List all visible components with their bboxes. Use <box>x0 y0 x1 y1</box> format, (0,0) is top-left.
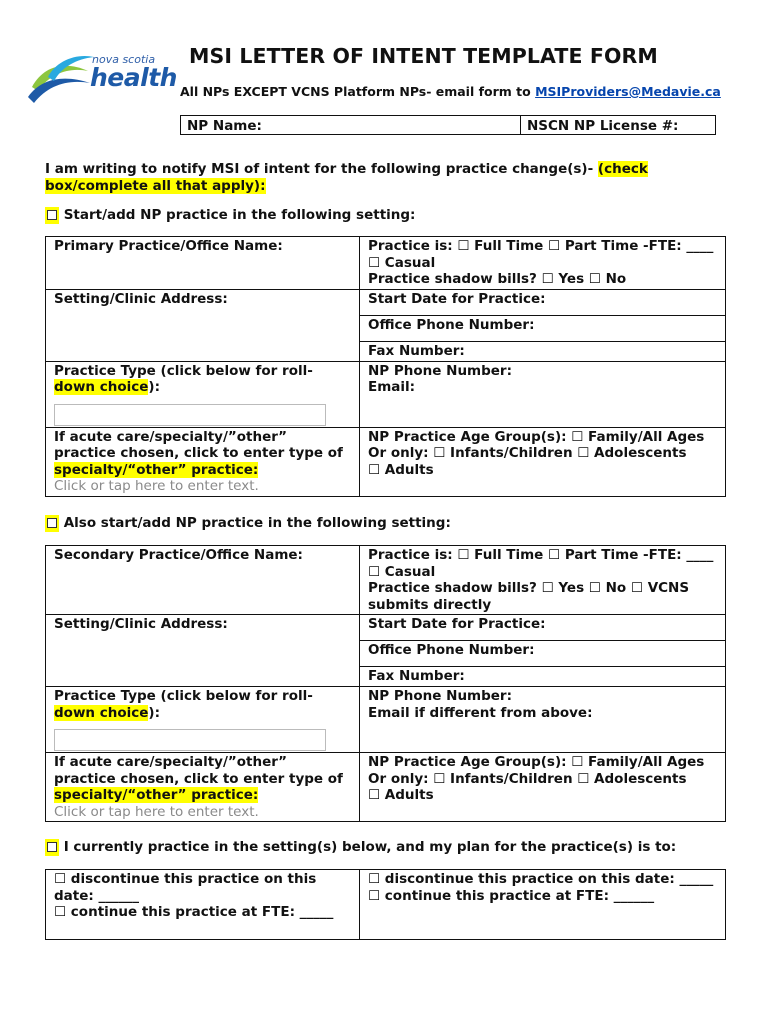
shadow-bills-options-2[interactable]: Practice shadow bills? ☐ Yes ☐ No ☐ VCNS submits directly <box>368 580 690 613</box>
acute-care-highlight-2: specialty/“other” practice: <box>54 787 259 803</box>
practice-type-label-2: Practice Type (click below for roll- <box>54 688 313 704</box>
nova-scotia-health-logo <box>26 47 177 109</box>
section2-checkbox[interactable] <box>47 518 57 528</box>
practice-is-options-2[interactable]: Practice is: ☐ Full Time ☐ Part Time -FTE: ____ ☐ Casual <box>368 547 714 580</box>
practice-type-cell <box>46 361 360 427</box>
right-continue-option[interactable]: ☐ continue this practice at FTE: ______ <box>368 887 655 904</box>
acute-care-highlight: specialty/“other” practice: <box>54 461 259 478</box>
fax-label: Fax Number: <box>368 342 465 359</box>
right-discontinue-option[interactable]: ☐ discontinue this practice on this date: _____ <box>368 871 714 887</box>
fax-cell[interactable] <box>360 341 726 361</box>
acute-care-label: If acute care/specialty/”other” practice chosen, click to enter type of <box>54 428 343 461</box>
secondary-practice-name-cell[interactable] <box>46 546 360 615</box>
acute-care-cell-2 <box>46 753 360 822</box>
office-phone-cell-2[interactable] <box>360 641 726 667</box>
intro-body: I am writing to notify MSI of intent for the following practice change(s)- <box>45 161 598 177</box>
practice-type-highlight-2: down choice <box>54 704 149 721</box>
setting-address-cell[interactable] <box>46 289 360 361</box>
primary-practice-name-cell[interactable] <box>46 237 360 290</box>
acute-care-cell <box>46 427 360 496</box>
np-name-label[interactable]: NP Name: <box>187 118 262 134</box>
fax-label-2: Fax Number: <box>368 668 465 684</box>
practice-is-options[interactable]: Practice is: ☐ Full Time ☐ Part Time -FTE: ____ ☐ Casual <box>368 238 714 271</box>
age-group-adults[interactable]: ☐ Adults <box>368 461 434 478</box>
section1-checkbox[interactable] <box>47 210 57 220</box>
age-group-or-only[interactable]: Or only: ☐ Infants/Children ☐ Adolescents <box>368 445 687 461</box>
section3-header <box>45 839 676 856</box>
np-phone-label: NP Phone Number: <box>368 362 512 379</box>
left-continue-option[interactable]: ☐ continue this practice at FTE: _____ <box>54 904 334 920</box>
setting-address-label-2: Setting/Clinic Address: <box>54 616 228 632</box>
page-title: MSI LETTER OF INTENT TEMPLATE FORM <box>189 44 658 68</box>
start-date-cell[interactable] <box>360 289 726 315</box>
start-date-label: Start Date for Practice: <box>368 290 546 307</box>
setting-address-cell-2[interactable] <box>46 615 360 687</box>
age-group-cell[interactable] <box>360 427 726 496</box>
shadow-bills-options[interactable]: Practice shadow bills? ☐ Yes ☐ No <box>368 271 627 287</box>
practice-type-label: Practice Type (click below for roll- <box>54 362 313 379</box>
setting-address-label: Setting/Clinic Address: <box>54 290 228 307</box>
practice-type-cell-2 <box>46 687 360 753</box>
logo-swoosh-icon <box>26 47 96 107</box>
age-group-cell-2[interactable] <box>360 753 726 822</box>
np-box-divider <box>520 116 521 134</box>
current-practice-table <box>45 869 726 940</box>
np-contact-cell[interactable] <box>360 361 726 427</box>
age-group-or-only-2[interactable]: Or only: ☐ Infants/Children ☐ Adolescents <box>368 770 687 787</box>
specialty-text-input[interactable]: Click or tap here to enter text. <box>54 478 259 494</box>
fax-cell-2[interactable] <box>360 667 726 687</box>
subtitle-text: All NPs EXCEPT VCNS Platform NPs- email form to <box>180 84 536 99</box>
practice-type-suffix: ): <box>148 379 160 395</box>
section1-header <box>45 207 415 224</box>
practice-is-cell-2[interactable] <box>360 546 726 615</box>
practice-is-cell[interactable] <box>360 237 726 290</box>
current-practice-left-cell[interactable] <box>46 870 360 940</box>
start-date-cell-2[interactable] <box>360 615 726 641</box>
office-phone-label: Office Phone Number: <box>368 316 535 333</box>
office-phone-cell[interactable] <box>360 315 726 341</box>
email-label-2: Email if different from above: <box>368 704 593 721</box>
age-group-adults-2[interactable]: ☐ Adults <box>368 787 434 803</box>
email-link[interactable]: MSIProviders@Medavie.ca <box>535 84 721 99</box>
np-license-label[interactable]: NSCN NP License #: <box>527 118 679 134</box>
np-info-box <box>180 115 716 135</box>
secondary-practice-table <box>45 545 726 822</box>
section2-label: Also start/add NP practice in the following setting: <box>63 515 451 531</box>
subtitle <box>180 84 721 99</box>
logo-text-line1: nova scotia <box>92 53 156 66</box>
start-date-label-2: Start Date for Practice: <box>368 616 546 632</box>
logo-text-line2: health <box>90 63 177 92</box>
intro-text <box>45 161 695 195</box>
specialty-text-input-2[interactable]: Click or tap here to enter text. <box>54 803 259 820</box>
section1-label: Start/add NP practice in the following setting: <box>63 207 416 223</box>
secondary-practice-name-label: Secondary Practice/Office Name: <box>54 547 303 563</box>
age-group-options[interactable]: NP Practice Age Group(s): ☐ Family/All Ages <box>368 428 705 445</box>
current-practice-right-cell[interactable] <box>360 870 726 940</box>
np-phone-label-2: NP Phone Number: <box>368 688 512 704</box>
intro-highlight: (check box/complete all that apply): <box>45 161 648 194</box>
left-discontinue-option[interactable]: ☐ discontinue this practice on this date: ______ <box>54 871 317 904</box>
np-contact-cell-2[interactable] <box>360 687 726 753</box>
practice-type-dropdown-2[interactable] <box>54 729 326 751</box>
section3-checkbox[interactable] <box>47 842 57 852</box>
primary-practice-table <box>45 236 726 497</box>
practice-type-dropdown[interactable] <box>54 404 326 426</box>
email-label: Email: <box>368 379 416 395</box>
office-phone-label-2: Office Phone Number: <box>368 642 535 658</box>
section3-label: I currently practice in the setting(s) below, and my plan for the practice(s) is to: <box>63 839 677 855</box>
practice-type-highlight: down choice <box>54 379 149 395</box>
section2-header <box>45 515 451 532</box>
acute-care-label-2: If acute care/specialty/”other” practice chosen, click to enter type of <box>54 754 343 787</box>
primary-practice-name-label: Primary Practice/Office Name: <box>54 238 283 254</box>
age-group-options-2[interactable]: NP Practice Age Group(s): ☐ Family/All Ages <box>368 754 705 770</box>
practice-type-suffix-2: ): <box>148 704 160 721</box>
